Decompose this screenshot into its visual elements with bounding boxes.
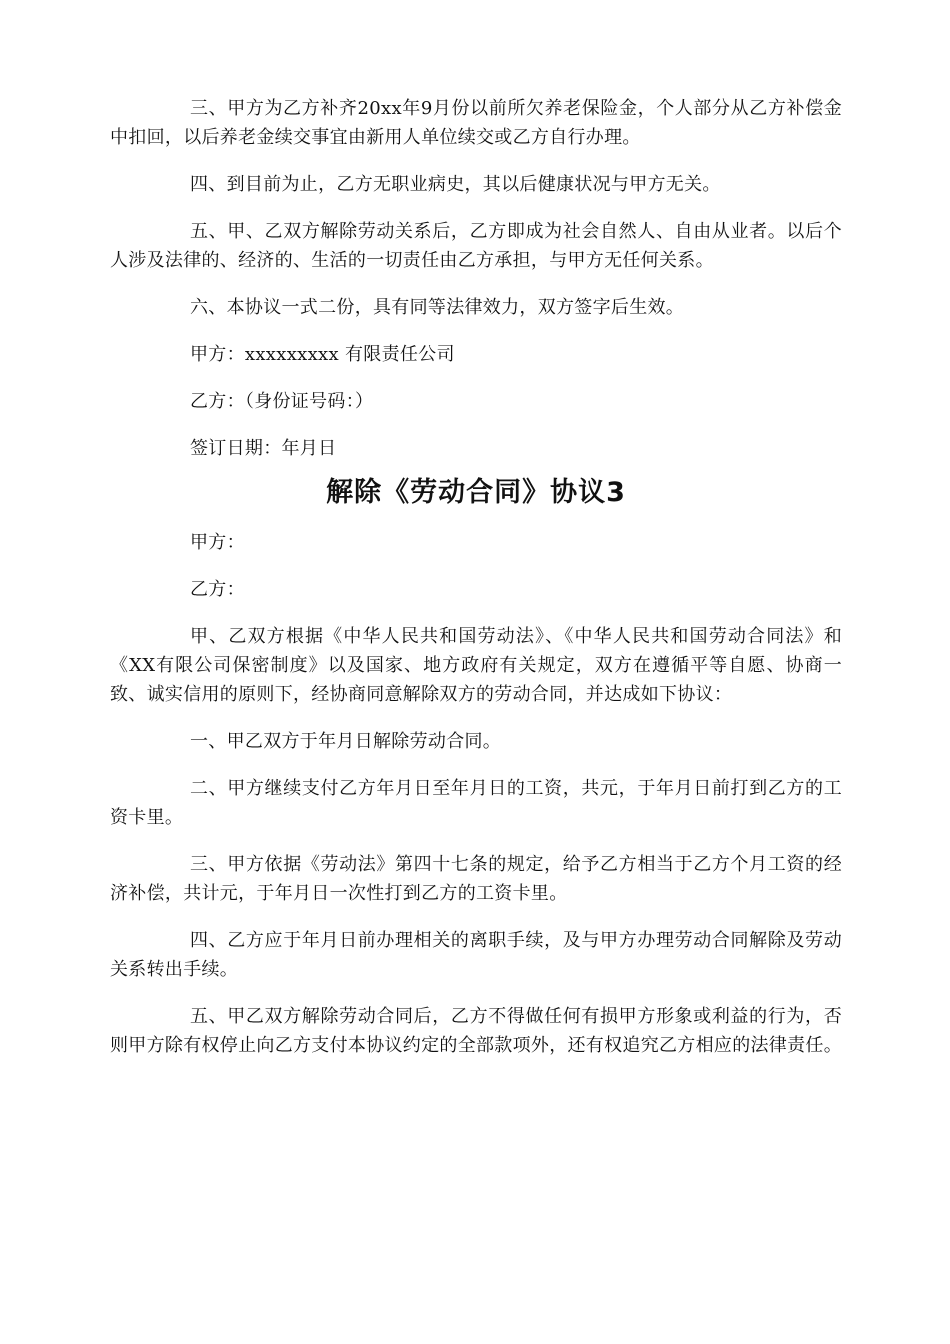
clause-3-pension: 三、甲方为乙方补齐20xx年9月份以前所欠养老保险金，个人部分从乙方补偿金中扣回，以后养老金续交事宜由新用人单位续交或乙方自行办理。 [110,98,842,148]
sign-date: 签订日期：年月日 [190,438,337,459]
agreement-3-title: 解除《劳动合同》协议3 [326,477,626,508]
agreement-3-clause-1: 一、甲乙双方于年月日解除劳动合同。 [190,731,502,752]
party-b-signature: 乙方：（身份证号码：） [190,391,374,412]
clause-5-responsibility: 五、甲、乙双方解除劳动关系后，乙方即成为社会自然人、自由从业者。以后个人涉及法律的、经济的、生活的一切责任由乙方承担，与甲方无任何关系。 [110,221,842,271]
document-page [110,94,842,1060]
agreement-3-party-b: 乙方： [190,579,245,600]
party-a-signature: 甲方：xxxxxxxxx 有限责任公司 [190,344,455,365]
agreement-3-clause-5: 五、甲乙双方解除劳动合同后，乙方不得做任何有损甲方形象或利益的行为，否则甲方除有权停止向乙方支付本协议约定的全部款项外，还有权追究乙方相应的法律责任。 [110,1006,842,1056]
clause-4-health: 四、到目前为止，乙方无职业病史，其以后健康状况与甲方无关。 [190,174,721,195]
agreement-3-clause-4: 四、乙方应于年月日前办理相关的离职手续，及与甲方办理劳动合同解除及劳动关系转出手续。 [110,930,842,980]
agreement-3-clause-3: 三、甲方依据《劳动法》第四十七条的规定，给予乙方相当于乙方个月工资的经济补偿，共计元，于年月日一次性打到乙方的工资卡里。 [110,854,842,904]
agreement-3-clause-2: 二、甲方继续支付乙方年月日至年月日的工资，共元，于年月日前打到乙方的工资卡里。 [110,778,842,828]
clause-6-effect: 六、本协议一式二份，具有同等法律效力，双方签字后生效。 [190,297,685,318]
agreement-3-intro: 甲、乙双方根据《中华人民共和国劳动法》、《中华人民共和国劳动合同法》和《XX有限公司保密制度》以及国家、地方政府有关规定，双方在遵循平等自愿、协商一致、诚实信用的原则下，经协商同意解除双方的劳动合同，并达成如下协议： [110,626,842,705]
agreement-3-party-a: 甲方： [190,532,245,553]
